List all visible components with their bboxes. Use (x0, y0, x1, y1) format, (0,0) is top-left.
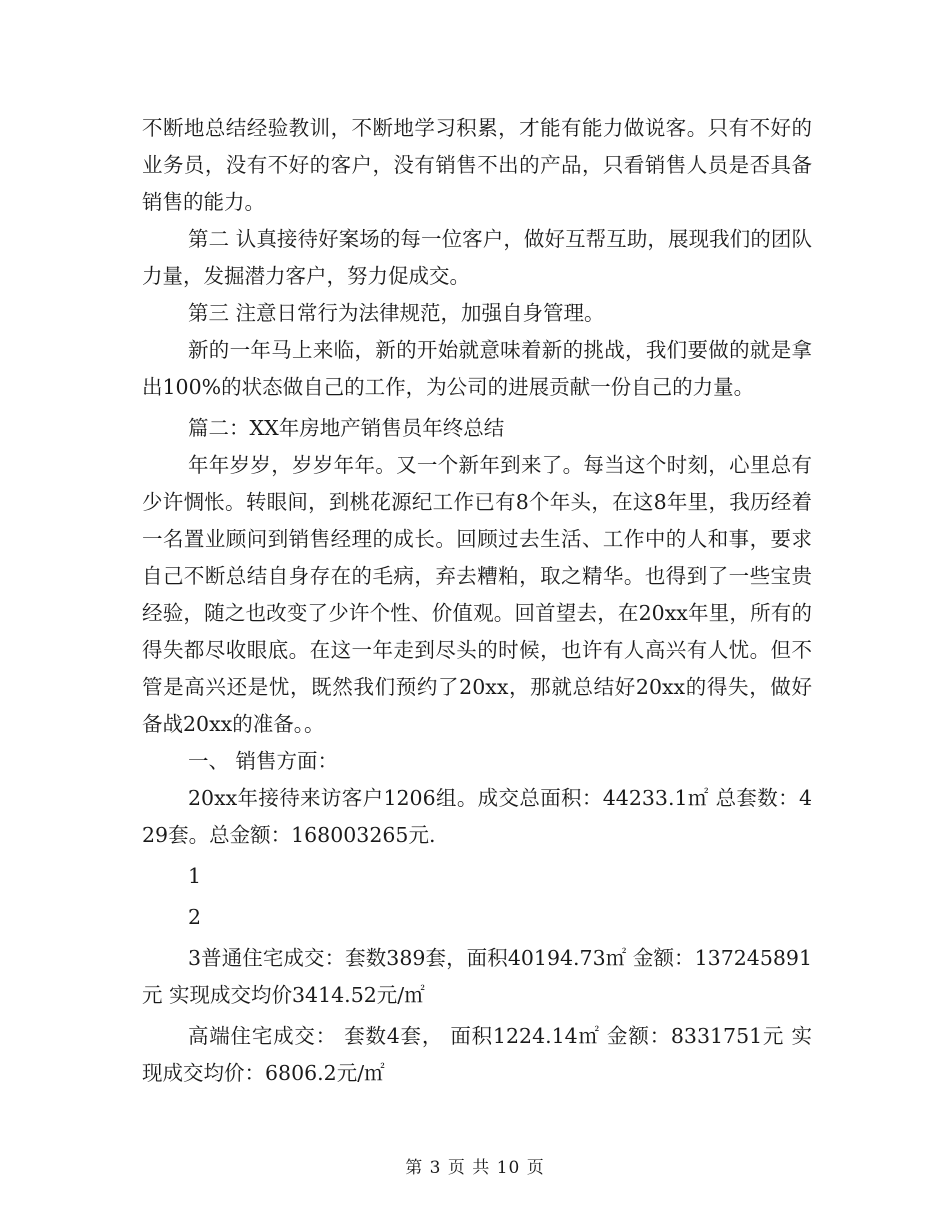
sales-heading: 一、 销售方面： (188, 749, 339, 773)
paragraph-luxury-housing: 高端住宅成交： 套数4套， 面积1224.14㎡ 金额：8331751元 实现成交均价：6806.2元/㎡ (142, 1024, 812, 1085)
paragraph-continuation: 不断地总结经验教训，不断地学习积累，才能有能力做说客。只有不好的业务员，没有不好的客户，没有销售不出的产品，只看销售人员是否具备销售的能力。 (142, 116, 812, 214)
document-body (142, 110, 812, 1092)
page-number-footer: 第 3 页 共 10 页 (405, 1158, 545, 1178)
paragraph-point-three: 第三 注意日常行为法律规范，加强自身管理。 (188, 301, 605, 325)
list-number-two: 2 (188, 905, 202, 929)
list-number-one: 1 (188, 864, 202, 888)
paragraph-regular-housing: 3普通住宅成交：套数389套，面积40194.73㎡ 金额：137245891元 实现成交均价3414.52元/㎡ (142, 946, 812, 1007)
paragraph-point-two: 第二 认真接待好案场的每一位客户，做好互帮互助，展现我们的团队力量，发掘潜力客户，努力促成交。 (142, 227, 812, 288)
paragraph-new-year: 新的一年马上来临，新的开始就意味着新的挑战，我们要做的就是拿出100%的状态做自己的工作，为公司的进展贡献一份自己的力量。 (142, 338, 812, 399)
paragraph-sales-summary: 20xx年接待来访客户1206组。成交总面积：44233.1㎡ 总套数：429套。总金额：168003265元. (142, 786, 812, 847)
section-heading: 篇二：XX年房地产销售员年终总结 (188, 416, 505, 440)
paragraph-intro: 年年岁岁，岁岁年年。又一个新年到来了。每当这个时刻，心里总有少许惆怅。转眼间，到桃花源纪工作已有8个年头，在这8年里，我历经着一名置业顾问到销售经理的成长。回顾过去生活、工作中的人和事，要求自己不断总结自身存在的毛病，弃去糟粕，取之精华。也得到了一些宝贵经验，随之也改变了少许个性、价值观。回首望去，在20xx年里，所有的得失都尽收眼底。在这一年走到尽头的时候，也许有人高兴有人忧。但不管是高兴还是忧，既然我们预约了20xx，那就总结好20xx的得失，做好备战20xx的准备。。 (142, 453, 812, 736)
